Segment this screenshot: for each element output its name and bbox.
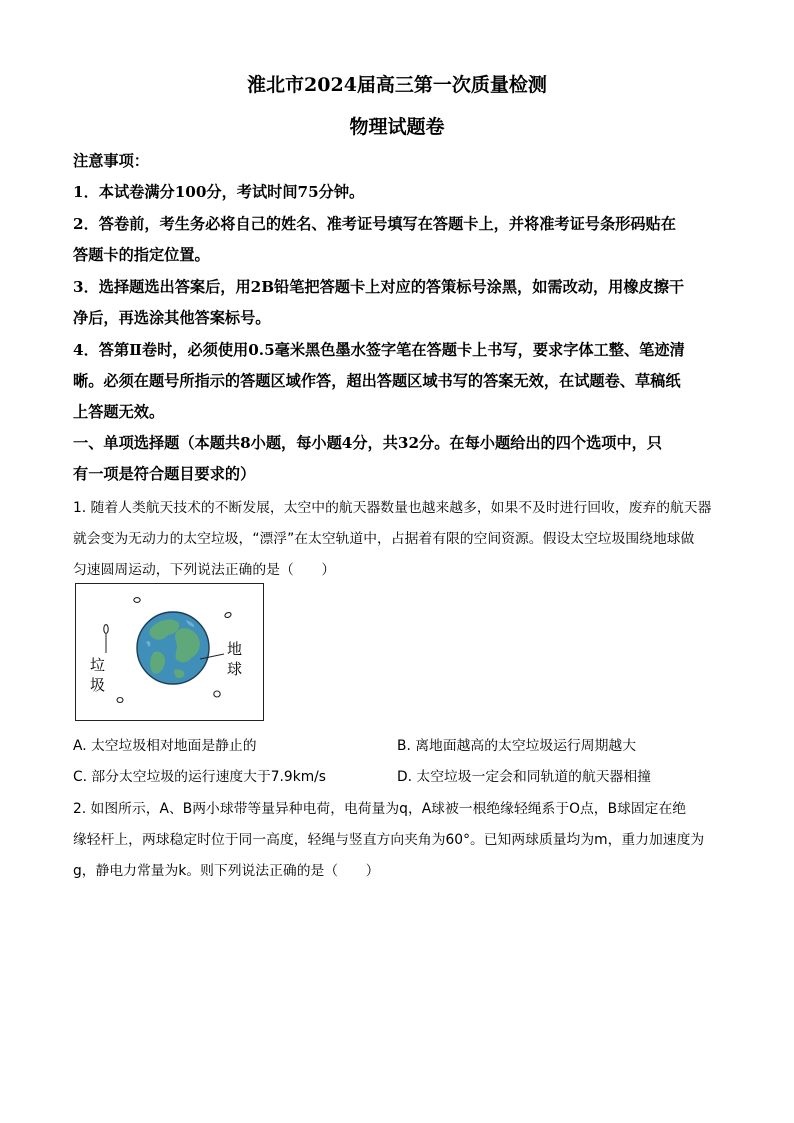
debris-label-char: 圾	[90, 676, 106, 694]
exam-subtitle: 物理试题卷	[349, 116, 445, 138]
question-1-text: 匀速圆周运动，下列说法正确的是（ ）	[73, 562, 336, 578]
debris-piece	[224, 612, 232, 619]
question-2-text: 2. 如图所示，A、B两小球带等量异种电荷，电荷量为q，A球被一根绝缘轻绳系于O点，B球固定在绝	[73, 801, 687, 817]
notice-line: 晰。必须在题号所指示的答题区域作答，超出答题区域书写的答案无效，在试题卷、草稿纸	[73, 372, 681, 390]
section-heading: 一、单项选择题（本题共8小题，每小题4分，共32分。在每小题给出的四个选项中，只	[73, 434, 663, 452]
exam-title: 淮北市2024届高三第一次质量检测	[247, 74, 547, 96]
notice-line: 上答题无效。	[73, 403, 165, 421]
debris-piece	[104, 625, 108, 634]
notice-line: 2．答卷前，考生务必将自己的姓名、准考证号填写在答题卡上，并将准考证号条形码贴在	[73, 215, 676, 233]
question-1-text: 就会变为无动力的太空垃圾，“漂浮”在太空轨道中，占据着有限的空间资源。假设太空垃圾围绕地球做	[73, 531, 695, 547]
notice-line: 3．选择题选出答案后，用2B铅笔把答题卡上对应的答策标号涂黑，如需改动，用橡皮擦干	[73, 278, 685, 296]
question-2-text: g，静电力常量为k。则下列说法正确的是（ ）	[73, 863, 380, 879]
earth-globe	[137, 612, 209, 684]
option-c: C. 部分太空垃圾的运行速度大于7.9km/s	[73, 769, 326, 785]
debris-piece	[134, 598, 140, 603]
notice-line: 4．答第Ⅱ卷时，必须使用0.5毫米黑色墨水签字笔在答题卡上书写，要求字体工整、笔迹清	[73, 341, 685, 359]
option-d: D. 太空垃圾一定会和同轨道的航天器相撞	[397, 769, 651, 785]
earth-label-char: 球	[227, 660, 243, 678]
notice-line: 答题卡的指定位置。	[73, 246, 210, 264]
earth-debris-figure	[75, 583, 264, 721]
question-1-text: 1. 随着人类航天技术的不断发展，太空中的航天器数量也越来越多，如果不及时进行回收，废弃的航天器	[73, 500, 712, 516]
option-a: A. 太空垃圾相对地面是静止的	[73, 738, 257, 754]
notice-line: 1．本试卷满分100分，考试时间75分钟。	[73, 183, 365, 201]
debris-piece	[117, 698, 123, 703]
notice-heading: 注意事项：	[73, 152, 149, 170]
debris-label-char: 垃	[90, 656, 106, 674]
question-2-text: 缘轻杆上，两球稳定时位于同一高度，轻绳与竖直方向夹角为60°。已知两球质量均为m，重力加速度为	[73, 832, 705, 848]
debris-piece	[214, 691, 220, 697]
earth-label-char: 地	[227, 640, 243, 658]
notice-line: 净后，再选涂其他答案标号。	[73, 309, 271, 327]
option-b: B. 离地面越高的太空垃圾运行周期越大	[397, 738, 636, 754]
section-heading: 有一项是符合题目要求的）	[73, 465, 256, 483]
